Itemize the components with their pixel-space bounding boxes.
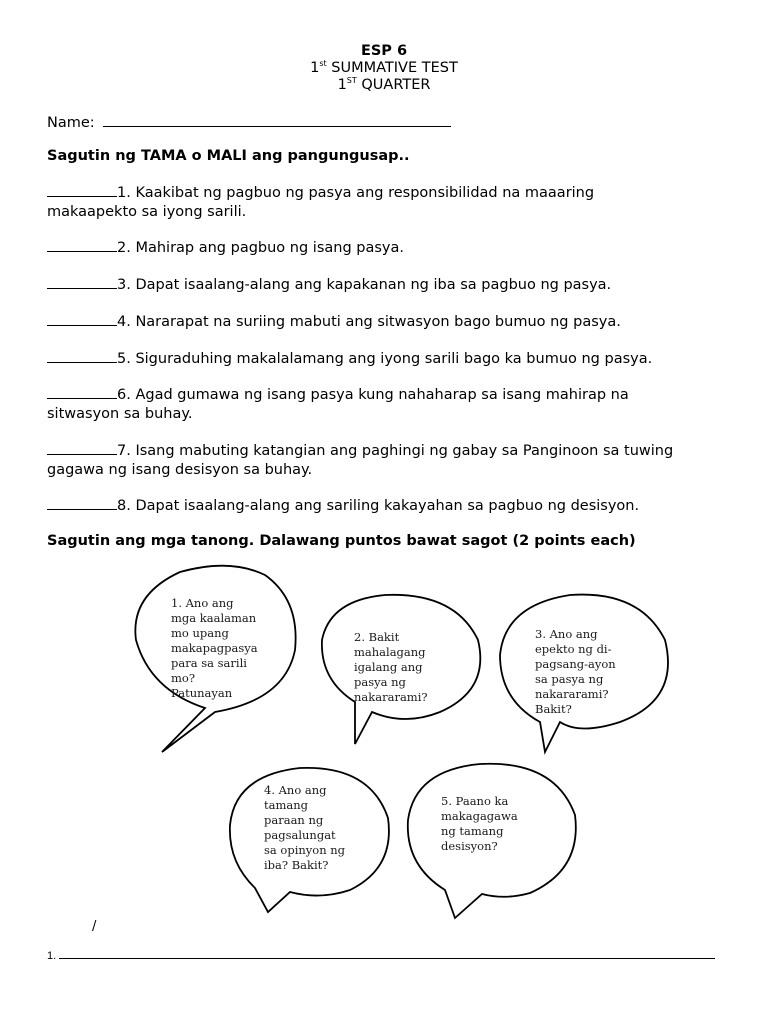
item-text-continued: makaapekto sa iyong sarili. (47, 204, 247, 220)
bubble-line: 5. Paano ka (441, 794, 509, 808)
answer-label: 1. (47, 950, 60, 962)
bubble-line: Bakit? (535, 702, 572, 716)
bubble-line: mahalagang (354, 645, 426, 659)
bubble-line: paraan ng (264, 813, 324, 827)
bubble-line: pagsang-ayon (535, 657, 616, 671)
item-text: Dapat isaalang-alang ang kapakanan ng iba sa pagbuo ng pasya. (130, 277, 612, 293)
instruction-true-false: Sagutin ng TAMA o MALI ang pangungusap.. (47, 148, 410, 164)
bubble-question-2 (354, 630, 428, 705)
bubble-line: nakararami? (535, 687, 609, 701)
bubble-line: mo upang (171, 626, 229, 640)
item-number: 6. (117, 387, 131, 403)
bubble-line: igalang ang (354, 660, 423, 674)
item-number: 4. (117, 314, 131, 330)
quarter-ordinal: ST (346, 76, 357, 86)
item-number: 5. (117, 351, 131, 367)
bubble-line: sa opinyon ng (264, 843, 346, 857)
item-number: 3. (117, 277, 131, 293)
item-number: 2. (117, 240, 131, 256)
instruction-questions: Sagutin ang mga tanong. Dalawang puntos bawat sagot (2 points each) (47, 533, 636, 549)
bubble-question-4 (264, 783, 345, 873)
bubble-line: 1. Ano ang (171, 596, 234, 610)
slash-mark: / (92, 919, 97, 934)
bubble-line: nakararami? (354, 690, 428, 704)
bubble-line: 4. Ano ang (264, 783, 327, 797)
bubble-line: ng tamang (441, 824, 504, 838)
bubble-line: desisyon? (441, 839, 498, 853)
bubble-line: tamang (264, 798, 309, 812)
answer-row (47, 948, 715, 962)
bubble-line: 2. Bakit (354, 630, 400, 644)
test-ordinal: st (319, 59, 327, 69)
answer-line[interactable] (59, 948, 715, 959)
test-number: 1 (310, 60, 320, 76)
bubble-line: pasya ng (354, 675, 406, 689)
subject-title: ESP 6 (360, 43, 408, 59)
bubble-line: Patunayan (171, 686, 233, 700)
name-label: Name: (47, 115, 100, 131)
item-text-continued: sitwasyon sa buhay. (47, 406, 193, 422)
bubble-question-5 (441, 794, 518, 854)
bubble-line: iba? Bakit? (264, 858, 329, 872)
item-text: Isang mabuting katangian ang paghingi ng gabay sa Panginoon sa tuwing (130, 443, 674, 459)
bubble-line: makapagpasya (171, 641, 258, 655)
bubble-line: mga kaalaman (171, 611, 257, 625)
item-number: 1. (117, 185, 131, 201)
test-label: SUMMATIVE TEST (326, 60, 458, 76)
quarter-label: QUARTER (356, 77, 431, 93)
bubble-line: mo? (171, 671, 195, 685)
bubble-question-3 (535, 627, 616, 717)
bubble-line: 3. Ano ang (535, 627, 598, 641)
bubble-line: sa pasya ng (535, 672, 604, 686)
item-text: Mahirap ang pagbuo ng isang pasya. (130, 240, 404, 256)
item-text: Siguraduhing makalalamang ang iyong sarili bago ka bumuo ng pasya. (130, 351, 653, 367)
bubble-line: epekto ng di- (535, 642, 612, 656)
bubble-question-1 (171, 596, 258, 701)
item-text-continued: gagawa ng isang desisyon sa buhay. (47, 462, 313, 478)
item-text: Kaakibat ng pagbuo ng pasya ang responsibilidad na maaaring (130, 185, 595, 201)
bubble-line: makagagawa (441, 809, 518, 823)
item-text: Dapat isaalang-alang ang sariling kakayahan sa pagbuo ng desisyon. (130, 498, 640, 514)
item-number: 7. (117, 443, 131, 459)
bubble-line: para sa sarili (171, 656, 247, 670)
item-text: Nararapat na suriing mabuti ang sitwasyon bago bumuo ng pasya. (130, 314, 621, 330)
item-text: Agad gumawa ng isang pasya kung nahaharap sa isang mahirap na (130, 387, 629, 403)
item-number: 8. (117, 498, 131, 514)
quarter-number: 1 (337, 77, 347, 93)
bubble-line: pagsalungat (264, 828, 336, 842)
